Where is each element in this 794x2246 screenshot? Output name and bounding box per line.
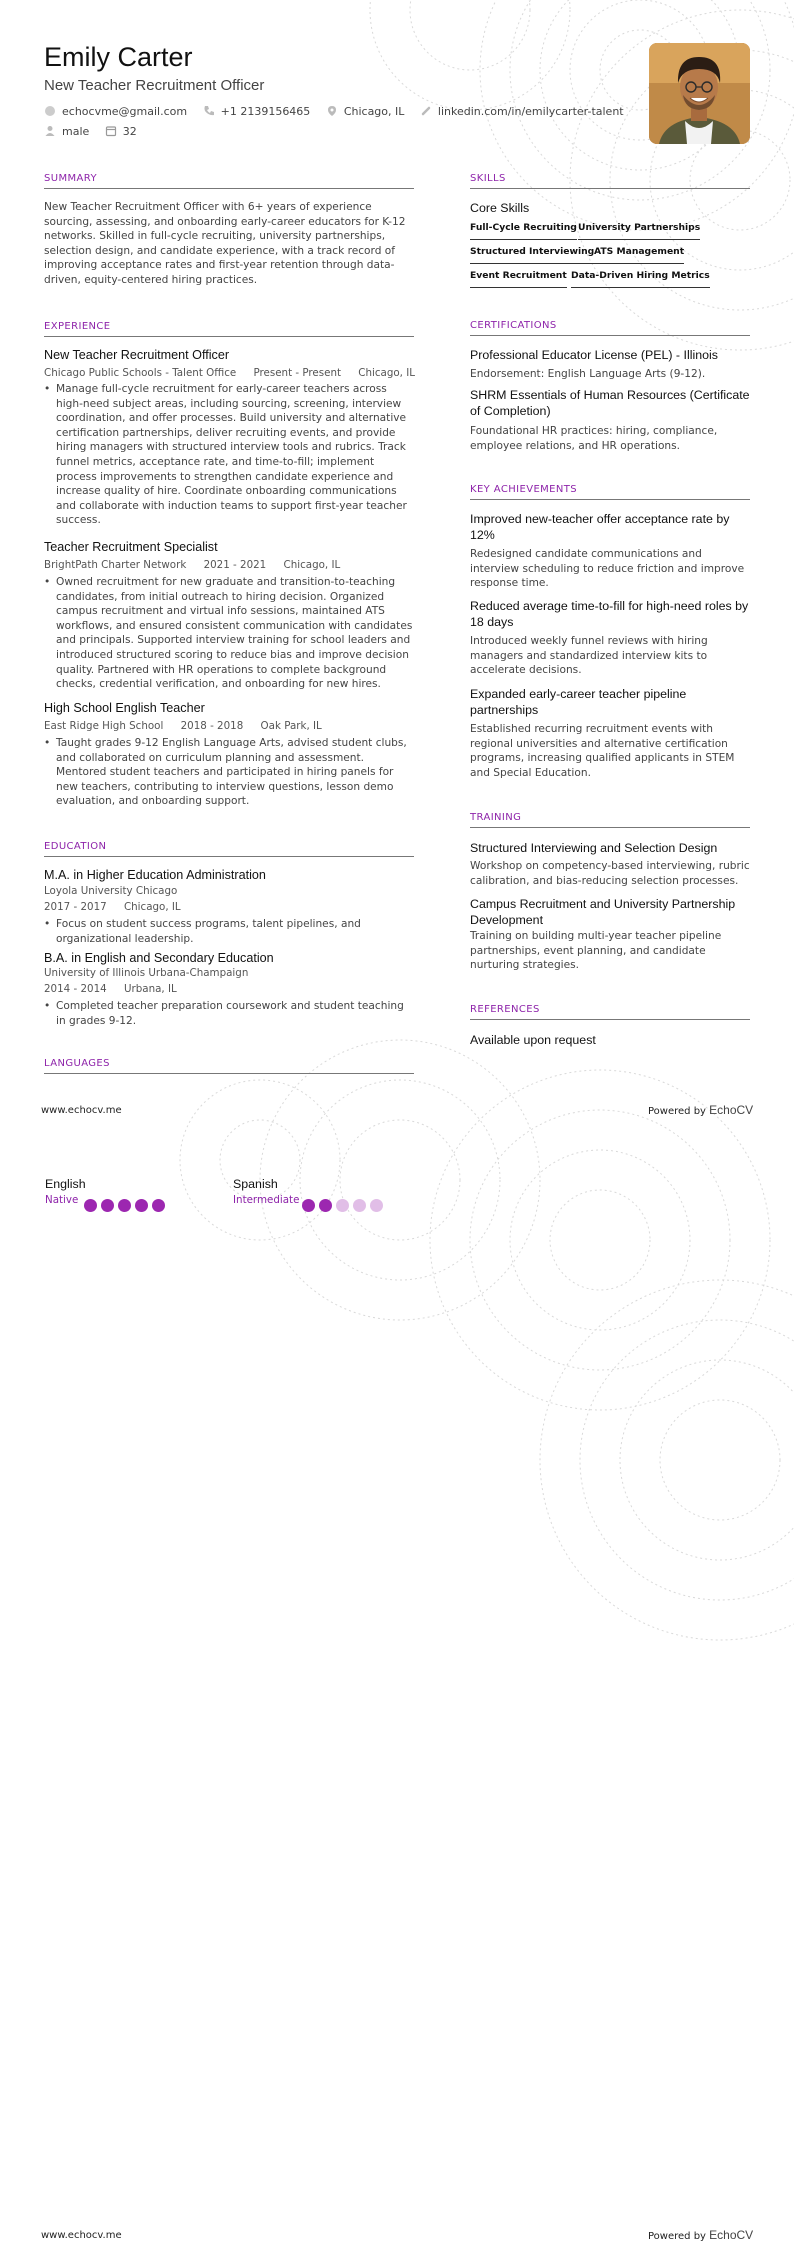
job-dates: 2018 - 2018 [180,720,244,732]
training-title: Structured Interviewing and Selection Design [470,841,718,855]
footer-website[interactable]: www.echocv.me [41,2230,122,2241]
location-icon [326,105,338,117]
degree-title: B.A. in English and Secondary Education [44,951,274,965]
rating-dot [84,1199,97,1212]
summary-heading: SUMMARY [44,173,97,184]
resume-page-1 [0,0,794,1122]
certifications-heading: CERTIFICATIONS [470,320,557,331]
job-location: Oak Park, IL [260,720,322,732]
contact-location [326,102,405,122]
linkedin-text: linkedin.com/in/emilycarter-talent [437,105,624,118]
skill-tag: Structured Interviewing [470,246,594,264]
job-bullet: • Manage full-cycle recruitment for early-career teachers across high-need subject areas, including sourcing, screening, interview coordination, and offer processes. Build university and alternative certification partnerships, deliver recruiting events, and provide hiring managers with structured interview tools and rubrics. Track funnel metrics, acceptance rate, and time-to-fill; implement process improvements to strengthen candidate experience and increase quality of hire. Coordinate onboarding communications and collaborate with induction teams to support first-year teacher success. [44,382,414,528]
references-divider [470,1019,750,1020]
rating-dot [353,1199,366,1212]
skills-group-title: Core Skills [470,201,530,215]
degree-title: M.A. in Higher Education Administration [44,868,266,882]
languages-divider [44,1073,414,1074]
portrait-image [649,43,750,144]
achievement-title: Expanded early-career teacher pipeline partnerships [470,687,687,717]
education-bullet: • Focus on student success programs, talent pipelines, and organizational leadership. [44,917,414,946]
school-name: University of Illinois Urbana-Champaign [44,967,249,979]
profile-photo [649,43,750,144]
contact-phone[interactable] [203,102,311,122]
certification-desc: Endorsement: English Language Arts (9-12). [470,368,706,380]
language-level: Intermediate [233,1194,300,1206]
job-company: East Ridge High School [44,720,164,732]
resume-page-2 [0,1122,794,2246]
education-divider [44,856,414,857]
skills-divider [470,188,750,189]
achievement-title: Reduced average time-to-fill for high-need roles by 18 days [470,599,749,629]
job-company: Chicago Public Schools - Talent Office [44,367,237,379]
gender-text: male [62,125,90,138]
training-divider [470,827,750,828]
achievement-desc: Established recurring recruitment events with regional universities and alternative certification programs, increasing qualified applicants in STEM and Special Education. [470,723,735,779]
footer-powered [648,2228,753,2242]
phone-text: +1 2139156465 [220,105,311,118]
education-dates: 2014 - 2014 [44,983,107,995]
certification-title: Professional Educator License (PEL) - Illinois [470,348,718,362]
language-level: Native [45,1194,79,1206]
job-title: Teacher Recruitment Specialist [44,540,218,554]
brand-logo: EchoCV [709,1103,754,1117]
job-title: High School English Teacher [44,701,205,715]
footer-website[interactable]: www.echocv.me [41,1105,122,1116]
powered-by-label: Powered by [648,2231,706,2242]
job-bullet: • Owned recruitment for new graduate and transition-to-teaching candidates, from initial outreach to hiring decision. Organized campus recruitment and virtual info sessions, maintained ATS workflows, and ensured consistent communication with candidates and principals. Supported interview training for school leaders and introduced structured scoring to reduce bias and improve decision quality. Partnered with HR operations to complete background checks, credential verification, and onboarding for new hires. [44,575,414,692]
education-bullet: • Completed teacher preparation coursework and student teaching in grades 9-12. [44,999,414,1028]
skill-tag: Data-Driven Hiring Metrics [571,270,710,288]
contact-info [44,102,644,142]
location-text: Chicago, IL [343,105,405,118]
school-name: Loyola University Chicago [44,885,178,897]
contact-gender [44,122,89,142]
job-dates: 2021 - 2021 [203,559,267,571]
training-desc: Training on building multi-year teacher pipeline partnerships, event planning, and candidate nurturing strategies. [470,930,722,972]
powered-by-label: Powered by [648,1106,706,1117]
job-bullet: • Taught grades 9-12 English Language Arts, advised student clubs, and collaborated on curriculum planning and assessment. Mentored student teachers and participated in hiring panels for new teachers, contributing to interview questions, lesson demo evaluation, and onboarding support. [44,736,414,809]
achievements-divider [470,499,750,500]
education-location: Chicago, IL [123,901,181,913]
skill-tag: ATS Management [594,246,684,264]
job-location: Chicago, IL [283,559,341,571]
footer-powered [648,1103,753,1117]
skills-heading: SKILLS [470,173,506,184]
references-text: Available upon request [470,1033,596,1047]
job-location: Chicago, IL [358,367,416,379]
job-title: New Teacher Recruitment Officer [44,348,230,362]
rating-dot [370,1199,383,1212]
experience-divider [44,336,414,337]
rating-dot [135,1199,148,1212]
education-dates: 2017 - 2017 [44,901,107,913]
education-location: Urbana, IL [123,983,177,995]
rating-dot [302,1199,315,1212]
summary-divider [44,188,414,189]
experience-heading: EXPERIENCE [44,321,111,332]
phone-icon [203,105,215,117]
training-desc: Workshop on competency-based interviewing, rubric calibration, and bias-reducing selection processes. [470,860,750,887]
contact-linkedin[interactable] [420,102,624,122]
certification-title: SHRM Essentials of Human Resources (Certificate of Completion) [470,388,750,418]
rating-dot [319,1199,332,1212]
achievements-heading: KEY ACHIEVEMENTS [470,484,578,495]
brand-logo: EchoCV [709,2228,754,2242]
training-title: Campus Recruitment and University Partnership Development [470,897,736,927]
email-icon [44,105,56,117]
skill-tag: Full-Cycle Recruiting [470,222,577,240]
achievement-title: Improved new-teacher offer acceptance rate by 12% [470,512,730,542]
job-dates: Present - Present [253,367,342,379]
languages-heading: LANGUAGES [44,1058,110,1069]
certifications-divider [470,335,750,336]
certification-desc: Foundational HR practices: hiring, compliance, employee relations, and HR operations. [470,425,718,452]
education-heading: EDUCATION [44,841,107,852]
job-meta [44,559,414,571]
job-meta [44,720,414,732]
education-meta [44,983,414,995]
training-heading: TRAINING [470,812,522,823]
summary-text: New Teacher Recruitment Officer with 6+ years of experience sourcing, assessing, and onboarding early-career educators for K-12 networks. Skilled in full-cycle recruiting, university partnerships, selection design, and candidate experience, with a track record of improving acceptance rates and first-year retention through data-driven, equity-centered hiring practices. [44,201,406,286]
job-meta [44,367,414,379]
rating-dot [101,1199,114,1212]
references-heading: REFERENCES [470,1004,540,1015]
contact-age [105,122,137,142]
education-meta [44,901,414,913]
achievement-desc: Introduced weekly funnel reviews with hiring managers and standardized interview kits to accelerate decisions. [470,635,708,677]
language-name: Spanish [233,1177,278,1191]
job-company: BrightPath Charter Network [44,559,187,571]
link-icon [420,105,432,117]
achievement-desc: Redesigned candidate communications and interview scheduling to reduce friction and improve response time. [470,548,745,590]
skill-tag: University Partnerships [578,222,700,240]
candidate-name: Emily Carter [44,42,193,72]
skill-tag: Event Recruitment [470,270,567,288]
email-text: echocvme@gmail.com [62,105,188,118]
rating-dot [118,1199,131,1212]
contact-email[interactable] [44,102,187,122]
person-icon [44,125,56,137]
calendar-icon [105,125,117,137]
rating-dot [152,1199,165,1212]
language-name: English [45,1177,86,1191]
candidate-title: New Teacher Recruitment Officer [44,77,265,94]
rating-dot [336,1199,349,1212]
age-text: 32 [122,125,137,138]
